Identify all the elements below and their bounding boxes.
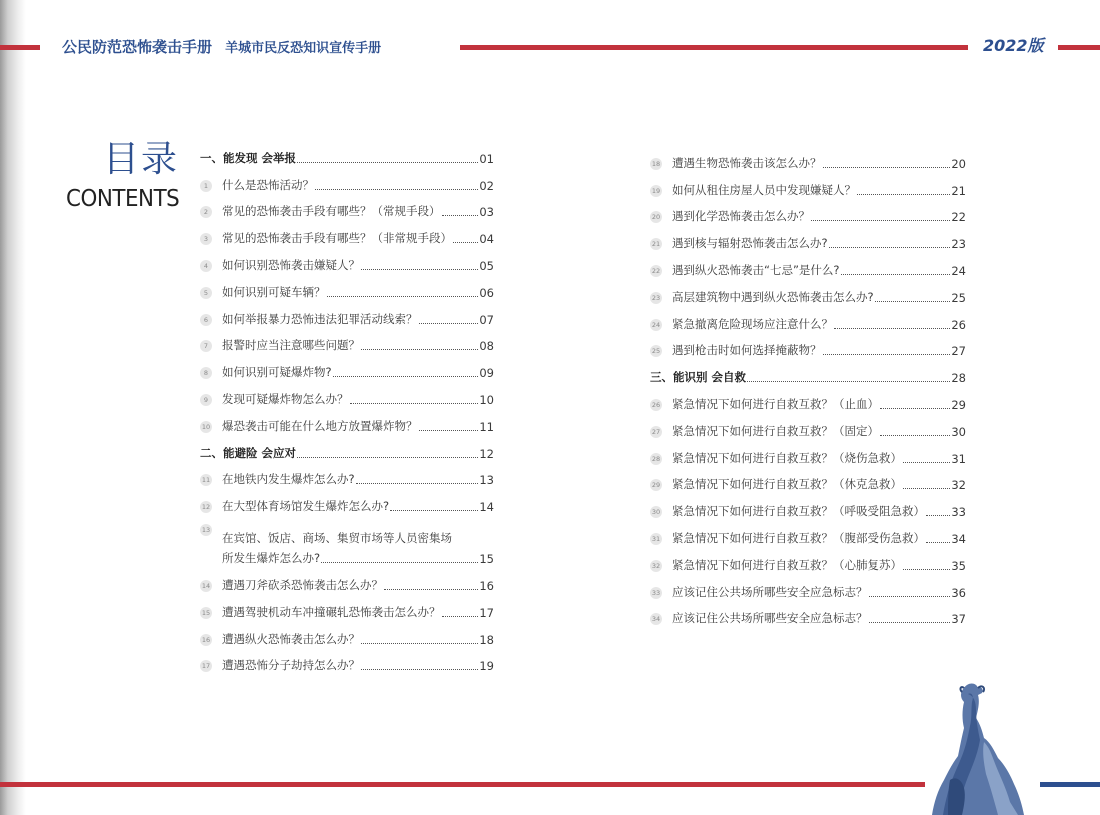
toc-leader-dots (356, 479, 479, 484)
toc-entry[interactable] (650, 519, 966, 546)
toc-entry-number-badge: 8 (200, 367, 212, 379)
toc-entry-label: 在大型体育场馆发生爆炸怎么办? (222, 499, 390, 514)
toc-entry[interactable] (650, 144, 966, 171)
toc-leader-dots (419, 426, 479, 431)
toc-page-number: 06 (479, 285, 494, 300)
toc-entry-number-badge: 5 (200, 287, 212, 299)
toc-entry-number-badge: 17 (201, 662, 211, 671)
toc-entry-number-badge: 32 (651, 561, 661, 570)
toc-entry-label: 遭遇纵火恐怖袭击怎么办？ (222, 631, 360, 646)
toc-leader-dots (926, 511, 950, 516)
toc-leader-dots (350, 399, 479, 404)
toc-entry[interactable] (650, 492, 966, 519)
toc-entry-number-badge: 25 (651, 347, 661, 356)
handbook-title: 公民防范恐怖袭击手册 (62, 38, 213, 56)
toc-entry-label: 在地铁内发生爆炸怎么办? (222, 472, 355, 487)
toc-leader-dots (321, 558, 478, 563)
toc-page-number: 03 (479, 205, 494, 220)
toc-entry-label: 遭遇恐怖分子劫持怎么办？ (222, 658, 360, 673)
toc-leader-dots (453, 238, 478, 243)
toc-page-number: 37 (951, 612, 966, 627)
toc-entry[interactable] (200, 487, 494, 514)
toc-entry-number-badge: 2 (200, 206, 212, 218)
toc-entry[interactable] (650, 466, 966, 493)
toc-entry-number-badge: 22 (651, 266, 661, 275)
toc-entry-label: 什么是恐怖活动？ (222, 177, 314, 192)
toc-page-number: 32 (951, 478, 966, 493)
toc-entry[interactable] (650, 600, 966, 627)
toc-entry[interactable] (650, 171, 966, 198)
toc-entry[interactable] (650, 573, 966, 600)
toc-entry-label: 遇到纵火恐怖袭击“七忌”是什么? (672, 262, 840, 277)
handbook-subtitle: 羊城市民反恐知识宣传手册 (225, 41, 382, 56)
toc-entry-number-badge: 12 (201, 503, 211, 512)
toc-entry-label: 紧急情况下如何进行自救互救？（呼吸受阻急救） (672, 504, 925, 519)
page-header (62, 36, 381, 60)
toc-leader-dots (747, 377, 950, 382)
toc-entry[interactable] (200, 620, 494, 647)
toc-page-number: 33 (951, 505, 966, 520)
toc-leader-dots (857, 190, 950, 195)
toc-entry-number-badge: 26 (651, 400, 661, 409)
toc-page-number: 17 (479, 605, 494, 620)
toc-entry-label: 遇到枪击时如何选择掩蔽物？ (672, 343, 822, 358)
toc-leader-dots (903, 458, 950, 463)
toc-page-number: 36 (951, 585, 966, 600)
toc-entry[interactable] (650, 278, 966, 305)
toc-entry-label: 应该记住公共场所哪些安全应急标志？ (672, 584, 868, 599)
toc-entry-number-badge: 3 (200, 233, 212, 245)
toc-page-number: 30 (951, 424, 966, 439)
toc-leader-dots (361, 265, 478, 270)
toc-entry[interactable] (200, 461, 494, 488)
toc-leader-dots (442, 211, 479, 216)
toc-entry-number-badge: 28 (651, 454, 661, 463)
toc-entry[interactable] (650, 332, 966, 359)
toc-entry[interactable] (200, 380, 494, 407)
toc-page-number: 21 (951, 183, 966, 198)
toc-leader-dots (442, 612, 479, 617)
toc-entry-label: 常见的恐怖袭击手段有哪些？（常规手段） (222, 204, 441, 219)
toc-leader-dots (361, 665, 478, 670)
toc-entry-label: 紧急情况下如何进行自救互救？（腹部受伤急救） (672, 530, 925, 545)
toc-entry-label: 应该记住公共场所哪些安全应急标志？ (672, 611, 868, 626)
toc-entry-number-badge: 33 (651, 588, 661, 597)
toc-page-number: 10 (479, 392, 494, 407)
toc-section-heading[interactable] (200, 434, 494, 461)
toc-entry-number-badge: 27 (651, 427, 661, 436)
toc-page-number: 14 (479, 500, 494, 515)
toc-entry[interactable] (200, 593, 494, 620)
toc-leader-dots (903, 484, 950, 489)
toc-entry-number-badge: 1 (200, 180, 212, 192)
toc-title-en: CONTENTS (66, 186, 180, 212)
toc-section-label: 一、能发现 会举报 (200, 150, 297, 165)
toc-entry-label: 高层建筑物中遇到纵火恐怖袭击怎么办? (672, 289, 874, 304)
toc-entry[interactable] (650, 385, 966, 412)
toc-page-number: 29 (951, 397, 966, 412)
toc-entry-number-badge: 13 (201, 526, 211, 535)
toc-entry-number-badge: 31 (651, 534, 661, 543)
toc-entry[interactable] (200, 166, 494, 193)
toc-entry-number-badge: 11 (201, 476, 211, 485)
toc-entry[interactable] (200, 273, 494, 300)
toc-entry-label: 遭遇生物恐怖袭击该怎么办？ (672, 155, 822, 170)
toc-leader-dots (869, 618, 951, 623)
toc-leader-dots (823, 163, 951, 168)
toc-section-heading[interactable] (200, 139, 494, 166)
toc-entry-number-badge: 4 (200, 260, 212, 272)
toc-entry-number-badge: 19 (651, 186, 661, 195)
toc-title-cn: 目录 (103, 139, 180, 180)
toc-entry-label: 遭遇驾驶机动车冲撞碾轧恐怖袭击怎么办？ (222, 604, 441, 619)
toc-page-number: 04 (479, 232, 494, 247)
toc-section-label: 三、能识别 会自救 (650, 370, 747, 385)
toc-page-number: 22 (951, 210, 966, 225)
toc-page-number: 12 (479, 446, 494, 461)
toc-page-number: 28 (951, 371, 966, 386)
toc-entry-number-badge: 34 (651, 615, 661, 624)
toc-page-number: 11 (479, 419, 494, 434)
toc-leader-dots (903, 565, 950, 570)
toc-page-number: 35 (951, 558, 966, 573)
toc-entry-number-badge: 29 (651, 481, 661, 490)
toc-page-number: 15 (479, 552, 494, 567)
toc-entry-label: 如何识别恐怖袭击嫌疑人？ (222, 257, 360, 272)
toc-leader-dots (361, 345, 478, 350)
toc-leader-dots (834, 324, 950, 329)
toc-page-number: 26 (951, 317, 966, 332)
toc-page-number: 01 (479, 151, 494, 166)
toc-leader-dots (327, 292, 479, 297)
toc-entry-number-badge: 15 (201, 608, 211, 617)
toc-leader-dots (297, 158, 478, 163)
toc-entry-number-badge: 24 (651, 320, 661, 329)
toc-leader-dots (926, 538, 950, 543)
toc-entry-label: 紧急情况下如何进行自救互救？（烧伤急救） (672, 450, 902, 465)
toc-leader-dots (829, 243, 951, 248)
toc-leader-dots (297, 453, 478, 458)
toc-page-number: 09 (479, 366, 494, 381)
toc-entry[interactable] (650, 224, 966, 251)
toc-entry-label: 在宾馆、饭店、商场、集贸市场等人员密集场 (222, 531, 452, 546)
toc-entry-number-badge: 14 (201, 581, 211, 590)
toc-entry-label: 紧急撤离危险现场应注意什么？ (672, 316, 833, 331)
toc-leader-dots (880, 404, 950, 409)
toc-right-column (650, 144, 966, 626)
toc-entry-label: 如何举报暴力恐怖违法犯罪活动线索？ (222, 311, 418, 326)
toc-page-number: 20 (951, 156, 966, 171)
footer-red-bar (0, 782, 925, 787)
toc-entry-number-badge: 16 (201, 635, 211, 644)
toc-entry[interactable] (650, 251, 966, 278)
five-rams-statue-illustration (928, 680, 1028, 815)
toc-entry[interactable] (200, 327, 494, 354)
toc-entry[interactable] (200, 514, 494, 566)
toc-entry-number-badge: 21 (651, 240, 661, 249)
toc-page-number: 25 (951, 290, 966, 305)
toc-entry-number-badge: 18 (651, 159, 661, 168)
toc-entry-label: 紧急情况下如何进行自救互救？（止血） (672, 396, 879, 411)
toc-entry[interactable] (200, 407, 494, 434)
toc-page-number: 16 (479, 578, 494, 593)
toc-entry[interactable] (650, 439, 966, 466)
toc-entry-label: 如何识别可疑爆炸物? (222, 365, 332, 380)
toc-page-number: 18 (479, 632, 494, 647)
header-red-bar-left (0, 45, 40, 50)
toc-page-number: 31 (951, 451, 966, 466)
toc-entry[interactable] (650, 198, 966, 225)
toc-page-number: 02 (479, 178, 494, 193)
toc-entry[interactable] (650, 305, 966, 332)
toc-entry-number-badge: 23 (651, 293, 661, 302)
toc-entry-label: 遇到核与辐射恐怖袭击怎么办? (672, 236, 828, 251)
toc-entry-label: 紧急情况下如何进行自救互救？（固定） (672, 423, 879, 438)
toc-entry-number-badge: 30 (651, 508, 661, 517)
toc-leader-dots (823, 350, 951, 355)
toc-entry-label: 紧急情况下如何进行自救互救？（休克急救） (672, 477, 902, 492)
toc-entry-label: 爆恐袭击可能在什么地方放置爆炸物？ (222, 418, 418, 433)
toc-entry[interactable] (200, 566, 494, 593)
toc-page-number: 08 (479, 339, 494, 354)
toc-leader-dots (841, 270, 951, 275)
toc-entry-label: 遭遇刀斧砍杀恐怖袭击怎么办？ (222, 577, 383, 592)
toc-page-number: 23 (951, 237, 966, 252)
toc-page-number: 34 (951, 531, 966, 546)
edition-label: 2022版 (983, 36, 1044, 55)
toc-entry-label: 常见的恐怖袭击手段有哪些？（非常规手段） (222, 231, 452, 246)
toc-page-number: 13 (479, 473, 494, 488)
toc-entry-number-badge: 10 (201, 422, 211, 431)
toc-entry-number-badge: 7 (200, 340, 212, 352)
toc-entry-label: 报警时应当注意哪些问题？ (222, 338, 360, 353)
toc-section-heading[interactable] (650, 358, 966, 385)
toc-leader-dots (333, 372, 479, 377)
toc-page-number: 07 (479, 312, 494, 327)
toc-leader-dots (811, 216, 950, 221)
header-red-bar-right (1058, 45, 1100, 50)
toc-page-number: 19 (479, 659, 494, 674)
toc-entry-label-continued: 所发生爆炸怎么办? (222, 551, 321, 566)
toc-leader-dots (880, 431, 950, 436)
toc-entry[interactable] (200, 353, 494, 380)
toc-section-label: 二、能避险 会应对 (200, 445, 297, 460)
toc-entry-number-badge: 6 (200, 314, 212, 326)
footer-blue-bar (1040, 782, 1100, 787)
toc-page-number: 24 (951, 263, 966, 278)
toc-entry-label: 如何识别可疑车辆？ (222, 284, 326, 299)
toc-leader-dots (419, 319, 479, 324)
toc-entry[interactable] (200, 219, 494, 246)
toc-entry-number-badge: 9 (200, 394, 212, 406)
toc-leader-dots (390, 506, 478, 511)
toc-entry-number-badge: 20 (651, 213, 661, 222)
toc-entry[interactable] (200, 647, 494, 674)
toc-page-number: 27 (951, 344, 966, 359)
toc-entry[interactable] (200, 300, 494, 327)
toc-entry[interactable] (650, 546, 966, 573)
toc-entry[interactable] (200, 193, 494, 220)
toc-left-column (200, 139, 494, 673)
toc-page-number: 05 (479, 258, 494, 273)
header-red-bar-mid (460, 45, 968, 50)
toc-entry-label: 紧急情况下如何进行自救互救？（心肺复苏） (672, 557, 902, 572)
toc-entry[interactable] (650, 412, 966, 439)
toc-entry-label: 发现可疑爆炸物怎么办？ (222, 391, 349, 406)
toc-entry[interactable] (200, 246, 494, 273)
toc-leader-dots (361, 639, 478, 644)
toc-entry-label: 遇到化学恐怖袭击怎么办？ (672, 209, 810, 224)
toc-entry-label: 如何从租住房屋人员中发现嫌疑人？ (672, 182, 856, 197)
toc-leader-dots (875, 297, 951, 302)
toc-leader-dots (315, 185, 478, 190)
book-spine-shadow (0, 0, 26, 815)
toc-leader-dots (384, 585, 478, 590)
toc-leader-dots (869, 592, 951, 597)
